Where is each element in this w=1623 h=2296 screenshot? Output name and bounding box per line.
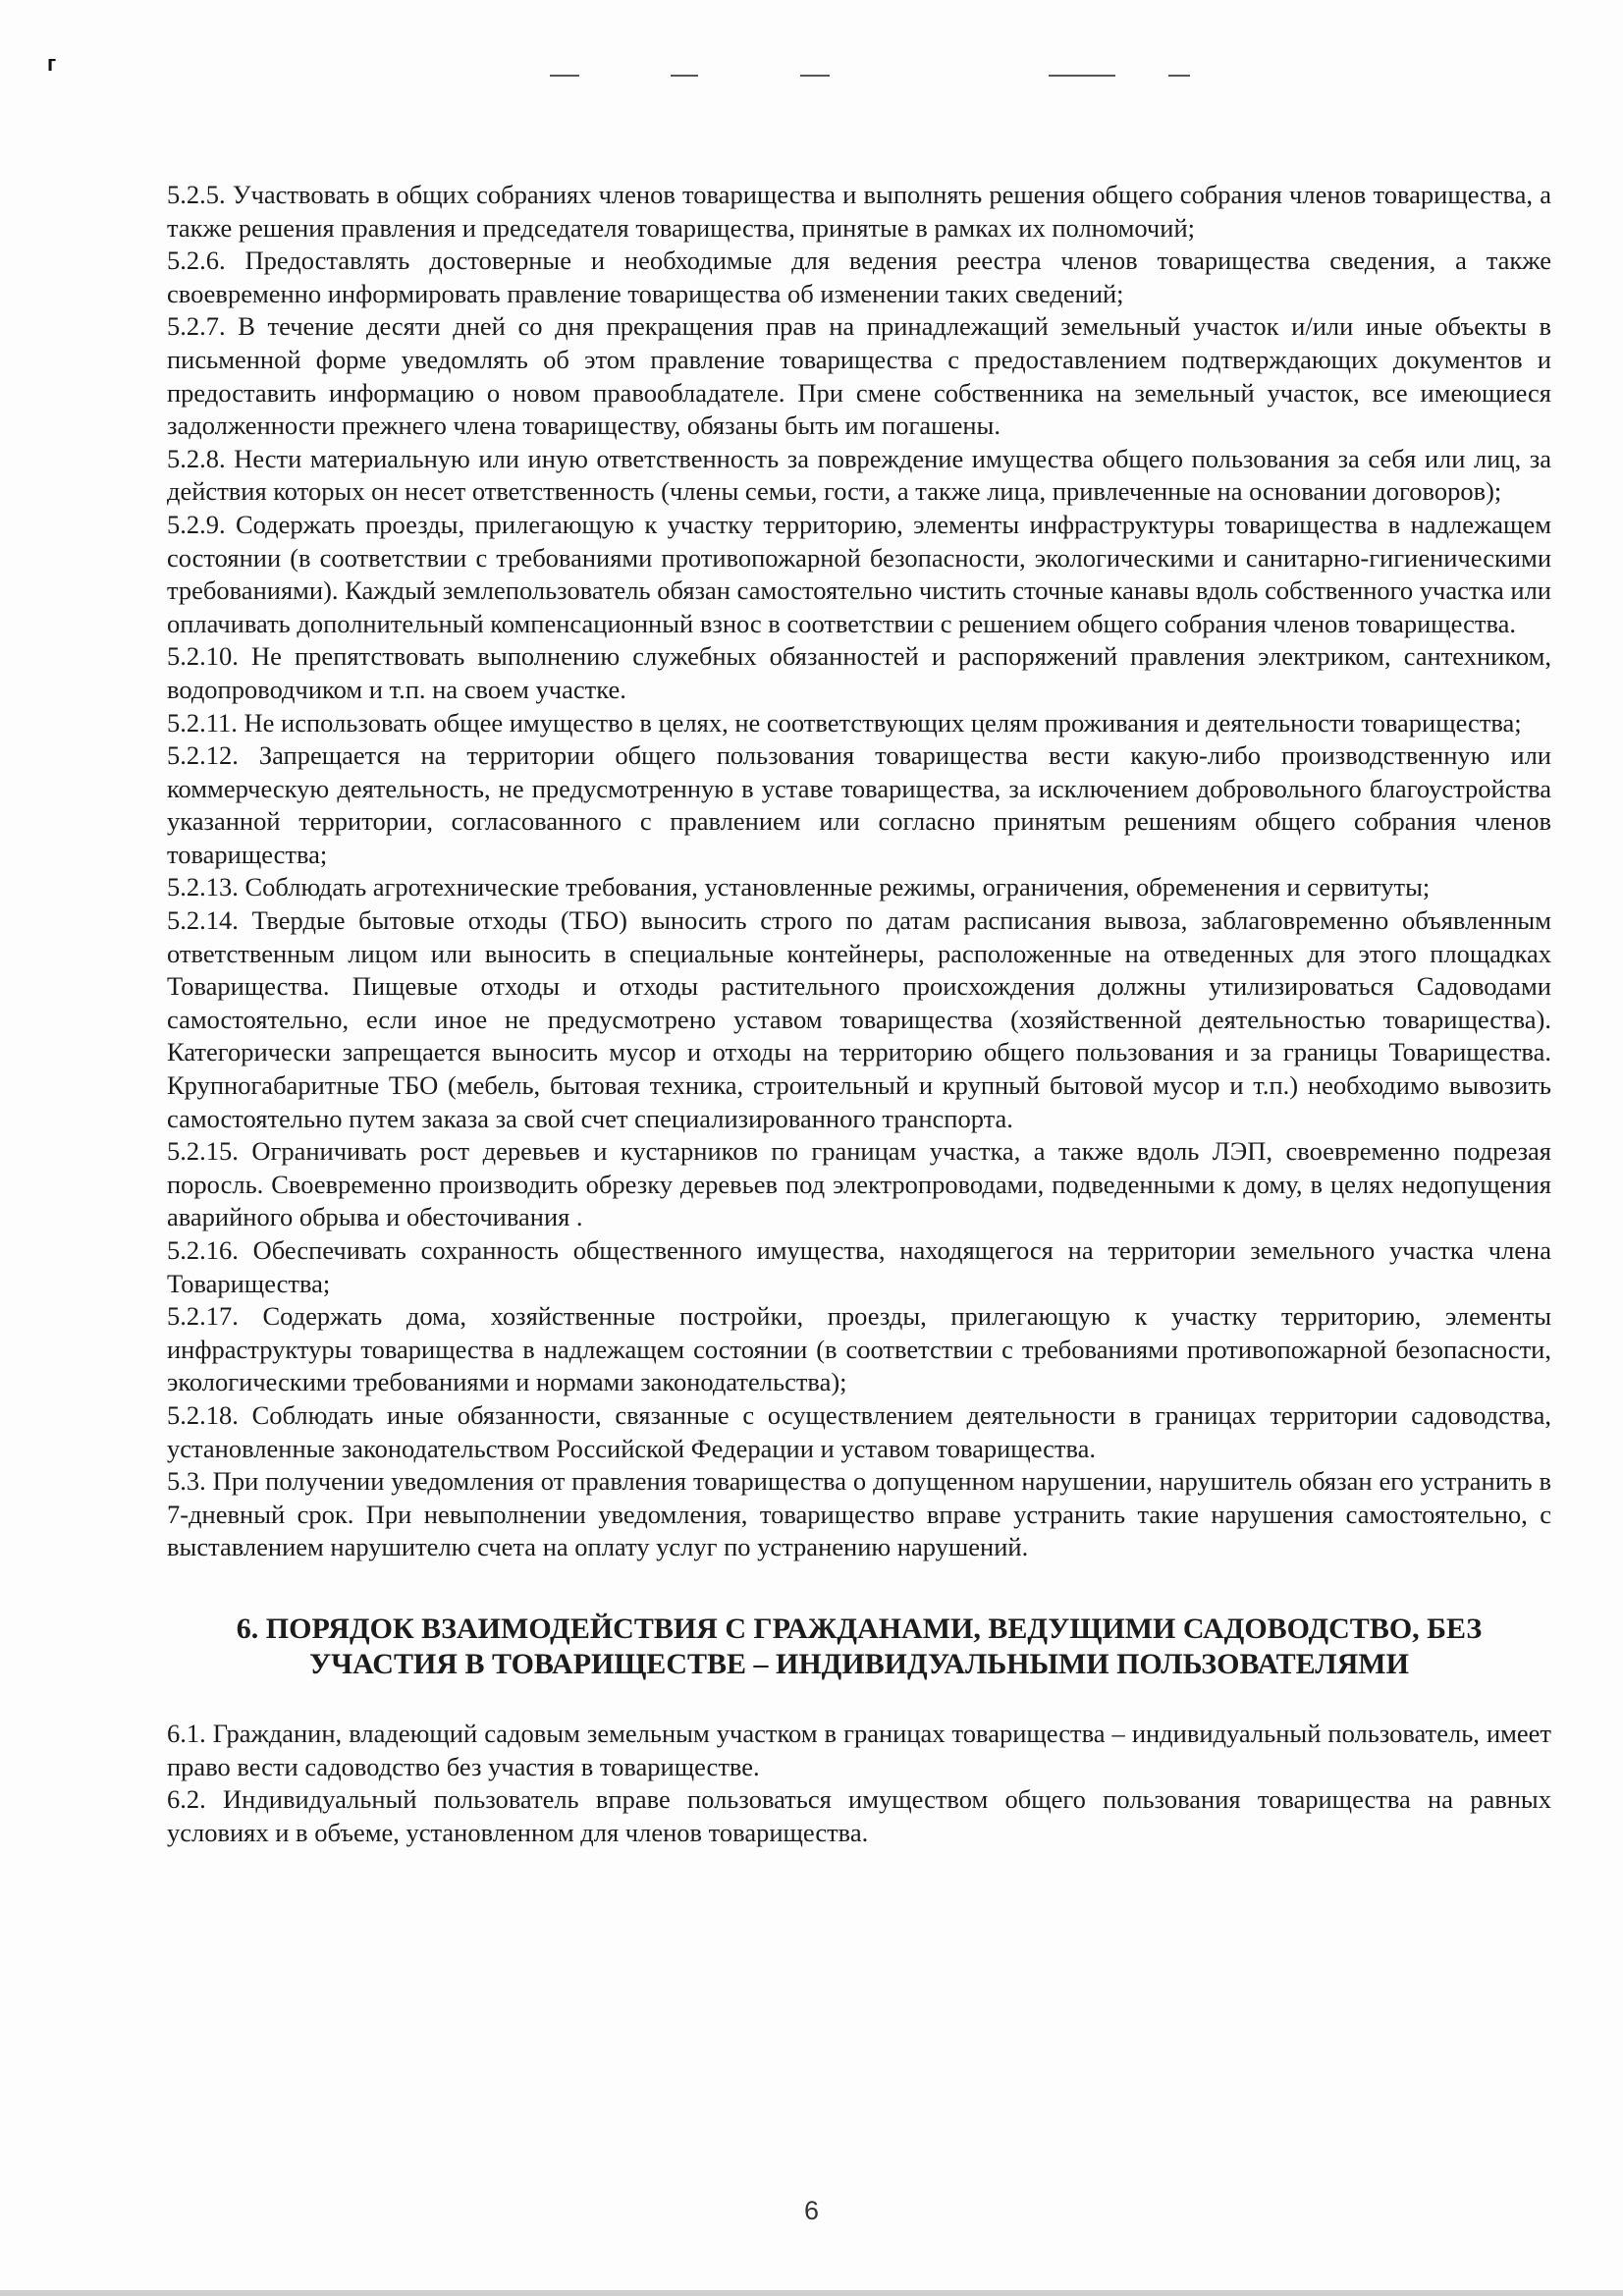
paragraph-5-2-12: 5.2.12. Запрещается на территории общего пользования товарищества вести какую-либо производственную или коммерческую деятельность, не предусмотренную в уставе товарищества, за исключением добровольного благоустройства указанной территории, согласованного с правлением или согласно принятым решениям общего собрания членов товарищества; [167, 740, 1551, 869]
paragraph-5-2-6: 5.2.6. Предоставлять достоверные и необходимые для ведения реестра членов товарищества сведения, а также своевременно информировать правление товарищества об изменении таких сведений; [167, 246, 1551, 308]
paragraph-5-2-14: 5.2.14. Твердые бытовые отходы (ТБО) выносить строго по датам расписания вывоза, заблаговременно объявленным ответственным лицом или выносить в специальные контейнеры, расположенные на отведенных для этого площадках Товарищества. Пищевые отходы и отходы растительного происхождения должны утилизироваться Садоводами самостоятельно, если иное не предусмотрено уставом товарищества (хозяйственной деятельностью товарищества). Категорически запрещается выносить мусор и отходы на территорию общего пользования и за границы Товарищества. Крупногабаритные ТБО (мебель, бытовая техника, строительный и крупный бытовой мусор и т.п.) необходимо вывозить самостоятельно путем заказа за свой счет специализированного транспорта. [167, 905, 1551, 1133]
paragraph-5-2-15: 5.2.15. Ограничивать рост деревьев и кустарников по границам участка, а также вдоль ЛЭП, своевременно подрезая поросль. Своевременно производить обрезку деревьев под электропроводами, подведенными к дому, в целях недопущения аварийного обрыва и обесточивания . [167, 1136, 1551, 1232]
paragraph-5-2-16: 5.2.16. Обеспечивать сохранность общественного имущества, находящегося на территории земельного участка члена Товарищества; [167, 1235, 1551, 1298]
scan-artifact-dash [671, 75, 698, 77]
paragraph-5-2-5: 5.2.5. Участвовать в общих собраниях членов товарищества и выполнять решения общего собрания членов товарищества, а также решения правления и председателя товарищества, принятые в рамках их полномочий; [167, 180, 1551, 243]
paragraph-5-2-7: 5.2.7. В течение десяти дней со дня прекращения прав на принадлежащий земельный участок и/или иные объекты в письменной форме уведомлять об этом правление товарищества с предоставлением подтверждающих документов и предоставить информацию о новом правообладателе. При смене собственника на земельный участок, все имеющиеся задолженности прежнего члена товариществу, обязаны быть им погашены. [167, 311, 1551, 441]
paragraph-5-2-8: 5.2.8. Нести материальную или иную ответственность за повреждение имущества общего пользования за себя или лиц, за действия которых он несет ответственность (члены семьи, гости, а также лица, привлеченные на основании договоров); [167, 443, 1551, 507]
paragraph-5-2-10: 5.2.10. Не препятствовать выполнению служебных обязанностей и распоряжений правления электриком, сантехником, водопроводчиком и т.п. на своем участке. [167, 641, 1551, 704]
paragraph-5-3: 5.3. При получении уведомления от правления товарищества о допущенном нарушении, нарушитель обязан его устранить в 7-дневный срок. При невыполнении уведомления, товарищество вправе устранить такие нарушения самостоятельно, с выставлением нарушителю счета на оплату услуг по устранению нарушений. [167, 1466, 1551, 1562]
page-number: 6 [803, 2196, 820, 2225]
scan-artifact-dash [550, 75, 579, 77]
paragraph-5-2-9: 5.2.9. Содержать проезды, прилегающую к участку территорию, элементы инфраструктуры товарищества в надлежащем состоянии (в соответствии с требованиями противопожарной безопасности, экологическими и санитарно-гигиеническими требованиями). Каждый землепользователь обязан самостоятельно чистить сточные канавы вдоль собственного участка или оплачивать дополнительный компенсационный взнос в соответствии с решением общего собрания членов товарищества. [167, 509, 1551, 638]
paragraph-5-2-11: 5.2.11. Не использовать общее имущество в целях, не соответствующих целям проживания и деятельности товарищества; [167, 707, 1522, 738]
scan-artifact-dash [800, 75, 830, 77]
section-6-heading-line2: УЧАСТИЯ В ТОВАРИЩЕСТВЕ – ИНДИВИДУАЛЬНЫМИ ПОЛЬЗОВАТЕЛЯМИ [309, 1647, 1409, 1680]
scan-artifact-mark: г [47, 51, 57, 76]
paragraph-5-2-18: 5.2.18. Соблюдать иные обязанности, связанные с осуществлением деятельности в границах территории садоводства, установленные законодательством Российской Федерации и уставом товарищества. [167, 1399, 1551, 1463]
paragraph-6-1: 6.1. Гражданин, владеющий садовым земельным участком в границах товарищества – индивидуальный пользователь, имеет право вести садоводство без участия в товариществе. [167, 1718, 1551, 1781]
document-body [167, 179, 1551, 1849]
scan-artifact-dash [1049, 75, 1115, 77]
paragraph-5-2-13: 5.2.13. Соблюдать агротехнические требования, установленные режимы, ограничения, обременения и сервитуты; [167, 872, 1431, 902]
scan-artifact-dash [1168, 75, 1190, 77]
section-6-heading [167, 1612, 1551, 1682]
scan-bottom-edge [0, 2290, 1623, 2296]
section-6-heading-line1: 6. ПОРЯДОК ВЗАИМОДЕЙСТВИЯ С ГРАЖДАНАМИ, ВЕДУЩИМИ САДОВОДСТВО, БЕЗ [236, 1612, 1483, 1645]
paragraph-6-2: 6.2. Индивидуальный пользователь вправе пользоваться имуществом общего пользования товарищества на равных условиях и в объеме, установленном для членов товарищества. [167, 1784, 1551, 1847]
paragraph-5-2-17: 5.2.17. Содержать дома, хозяйственные постройки, проезды, прилегающую к участку территорию, элементы инфраструктуры товарищества в надлежащем состоянии (в соответствии с требованиями противопожарной безопасности, экологическими требованиями и нормами законодательства); [167, 1301, 1551, 1397]
